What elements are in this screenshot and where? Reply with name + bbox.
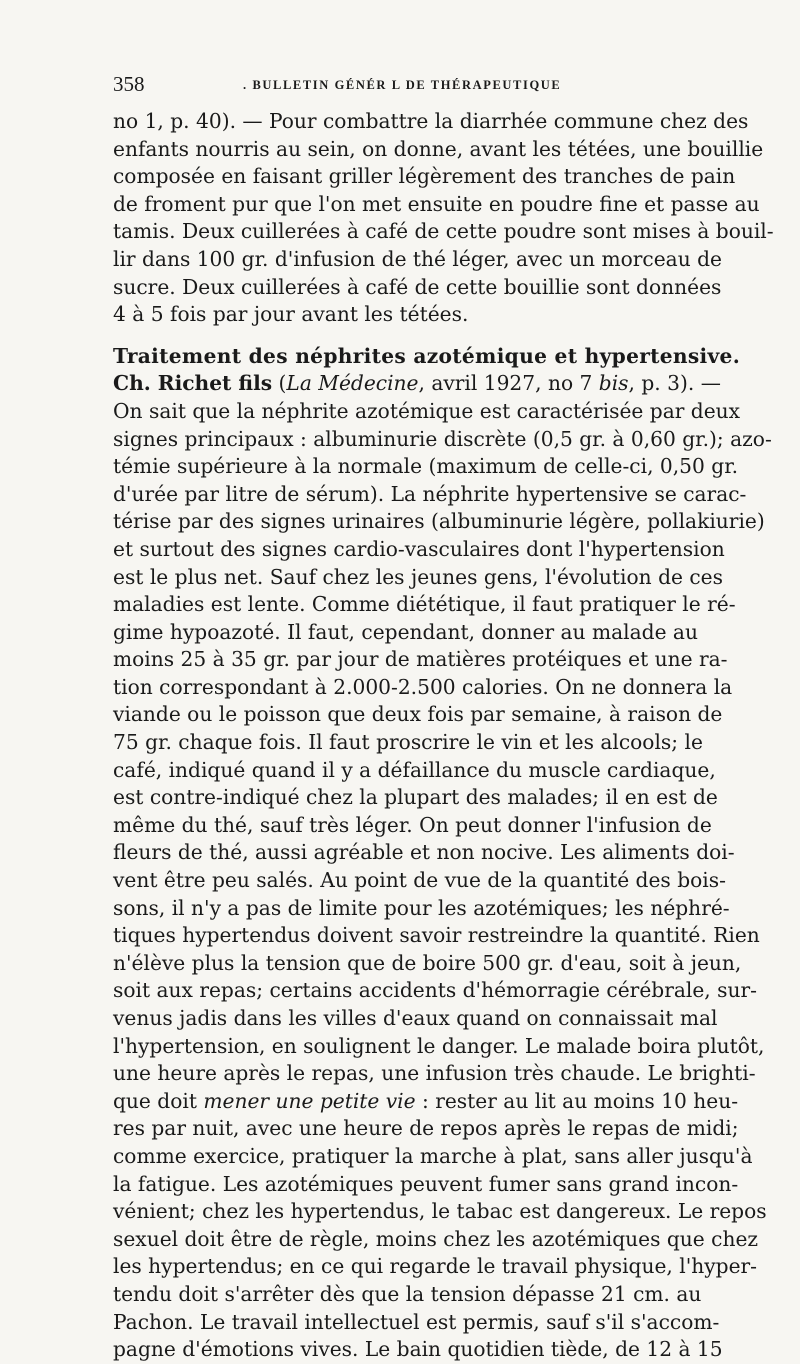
paragraph-2 bbox=[113, 398, 772, 1088]
text-line: de froment pur que l'on met ensuite en poudre fine et passe au bbox=[113, 191, 760, 216]
text-line: tiques hypertendus doivent savoir restreindre la quantité. Rien bbox=[113, 923, 760, 948]
text-line: d'urée par litre de sérum). La néphrite hypertensive se carac- bbox=[113, 481, 747, 506]
text-line: tamis. Deux cuillerées à café de cette poudre sont mises à bouil- bbox=[113, 219, 774, 244]
text-line: comme exercice, pratiquer la marche à plat, sans aller jusqu'à bbox=[113, 1143, 753, 1168]
text-line: fleurs de thé, aussi agréable et non nocive. Les aliments doi- bbox=[113, 840, 735, 865]
italic-phrase: mener une petite vie bbox=[203, 1088, 416, 1113]
page-header bbox=[113, 72, 693, 108]
text-line: On sait que la néphrite azotémique est caractérisée par deux bbox=[113, 398, 741, 423]
page-number: 358 bbox=[113, 72, 145, 96]
text-line: res par nuit, avec une heure de repos après le repas de midi; bbox=[113, 1116, 739, 1141]
body-text bbox=[113, 108, 774, 1364]
section-source-line: Ch. Richet fils (La Médecine, avril 1927, no 7 bis, p. 3). — bbox=[113, 371, 721, 396]
text-line: moins 25 à 35 gr. par jour de matières protéiques et une ra- bbox=[113, 647, 728, 672]
text-line: lir dans 100 gr. d'infusion de thé léger, avec un morceau de bbox=[113, 246, 723, 271]
text-line: témie supérieure à la normale (maximum de celle-ci, 0,50 gr. bbox=[113, 454, 739, 479]
paragraph-1 bbox=[113, 108, 774, 329]
text-line: gime hypoazoté. Il faut, cependant, donner au malade au bbox=[113, 619, 698, 644]
section-title: Traitement des néphrites azotémique et hypertensive. bbox=[113, 343, 741, 368]
text-line: signes principaux : albuminurie discrète (0,5 gr. à 0,60 gr.); azo- bbox=[113, 426, 772, 451]
document-page bbox=[113, 72, 774, 1364]
running-title: . BULLETIN GÉNÉR L DE THÉRAPEUTIQUE bbox=[243, 78, 562, 92]
text-line: même du thé, sauf très léger. On peut donner l'infusion de bbox=[113, 812, 712, 837]
section-title-line bbox=[113, 343, 741, 371]
text-line: venus jadis dans les villes d'eaux quand on connaissait mal bbox=[113, 1006, 718, 1030]
text-line: Pachon. Le travail intellectuel est permis, sauf s'il s'accom- bbox=[113, 1309, 720, 1334]
text-line: sucre. Deux cuillerées à café de cette bouillie sont données bbox=[113, 274, 722, 299]
text-line: sexuel doit être de règle, moins chez les azotémiques que chez bbox=[113, 1226, 759, 1251]
journal-name: La Médecine bbox=[286, 371, 419, 396]
text-line: térise par des signes urinaires (albuminurie légère, pollakiurie) bbox=[113, 509, 765, 534]
text-line: soit aux repas; certains accidents d'hémorragie cérébrale, sur- bbox=[113, 978, 757, 1003]
text-line: l'hypertension, en soulignent le danger. Le malade boira plutôt, bbox=[113, 1033, 765, 1058]
text-line: et surtout des signes cardio-vasculaires dont l'hypertension bbox=[113, 536, 725, 561]
text-line: tendu doit s'arrêter dès que la tension dépasse 21 cm. au bbox=[113, 1281, 702, 1306]
text-line: composée en faisant griller légèrement des tranches de pain bbox=[113, 164, 736, 189]
text-line: est le plus net. Sauf chez les jeunes gens, l'évolution de ces bbox=[113, 564, 723, 589]
text-line: 75 gr. chaque fois. Il faut proscrire le vin et les alcools; le bbox=[113, 730, 703, 755]
paragraph-3 bbox=[113, 1115, 767, 1363]
text-line: maladies est lente. Comme diététique, il faut pratiquer le ré- bbox=[113, 592, 736, 617]
text-line: no 1, p. 40). — Pour combattre la diarrhée commune chez des bbox=[113, 109, 749, 133]
text-line: 4 à 5 fois par jour avant les tétées. bbox=[113, 302, 469, 327]
text-line: enfants nourris au sein, on donne, avant les tétées, une bouillie bbox=[113, 136, 764, 161]
text-line: vénient; chez les hypertendus, le tabac est dangereux. Le repos bbox=[113, 1199, 767, 1224]
text-line: une heure après le repas, une infusion très chaude. Le brighti- bbox=[113, 1061, 756, 1086]
text-line: est contre-indiqué chez la plupart des malades; il en est de bbox=[113, 785, 718, 810]
text-line: la fatigue. Les azotémiques peuvent fumer sans grand incon- bbox=[113, 1171, 739, 1196]
text-line: café, indiqué quand il y a défaillance du muscle cardiaque, bbox=[113, 757, 716, 782]
text-line: n'élève plus la tension que de boire 500 gr. d'eau, soit à jeun, bbox=[113, 950, 742, 975]
text-line-italic: que doit mener une petite vie : rester au lit au moins 10 heu- bbox=[113, 1088, 739, 1113]
text-line: tion correspondant à 2.000-2.500 calories. On ne donnera la bbox=[113, 674, 733, 699]
text-line: vent être peu salés. Au point de vue de la quantité des bois- bbox=[113, 868, 726, 893]
text-line: les hypertendus; en ce qui regarde le travail physique, l'hyper- bbox=[113, 1254, 757, 1279]
text-line: sons, il n'y a pas de limite pour les azotémiques; les néphré- bbox=[113, 895, 730, 920]
section-author: Ch. Richet fils bbox=[113, 371, 273, 396]
text-line: pagne d'émotions vives. Le bain quotidien tiède, de 12 à 15 bbox=[113, 1337, 723, 1362]
text-line: viande ou le poisson que deux fois par semaine, à raison de bbox=[113, 702, 723, 727]
